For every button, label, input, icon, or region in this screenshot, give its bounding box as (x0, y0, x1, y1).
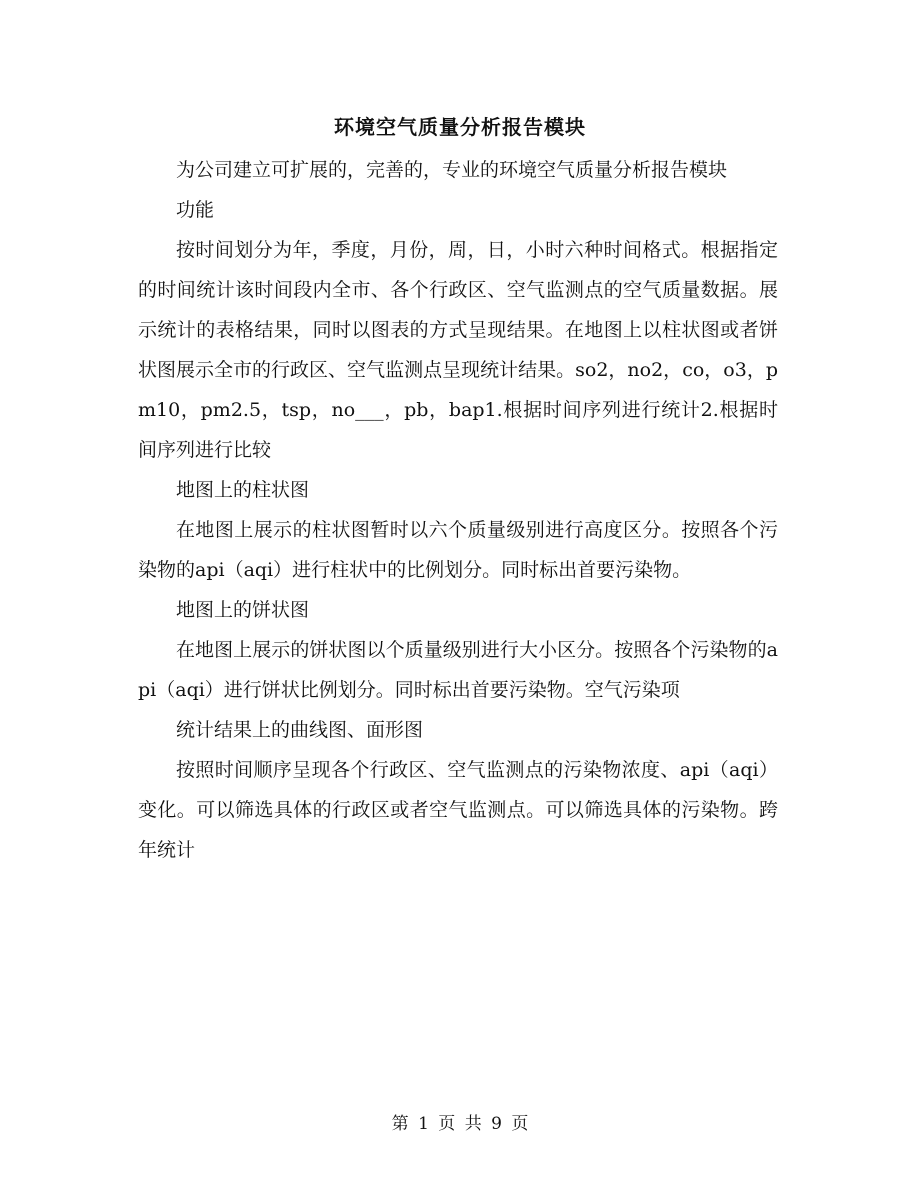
paragraph-features: 按时间划分为年，季度，月份，周，日，小时六种时间格式。根据指定的时间统计该时间段内全市、各个行政区、空气监测点的空气质量数据。展示统计的表格结果，同时以图表的方式呈现结果。在地图上以柱状图或者饼状图展示全市的行政区、空气监测点呈现统计结果。so2，no2，co，o3，pm10，pm2.5，tsp，no___，pb，bap1.根据时间序列进行统计2.根据时间序列进行比较 (138, 239, 778, 461)
paragraph-curve-area-chart: 按照时间顺序呈现各个行政区、空气监测点的污染物浓度、api（aqi）变化。可以筛选具体的行政区或者空气监测点。可以筛选具体的污染物。跨年统计 (138, 759, 778, 861)
section-heading-features: 功能 (176, 199, 215, 221)
paragraph-map-pie-chart: 在地图上展示的饼状图以个质量级别进行大小区分。按照各个污染物的api（aqi）进行饼状比例划分。同时标出首要污染物。空气污染项 (138, 639, 778, 701)
paragraph-map-bar-chart: 在地图上展示的柱状图暂时以六个质量级别进行高度区分。按照各个污染物的api（aqi）进行柱状中的比例划分。同时标出首要污染物。 (138, 519, 778, 581)
section-heading-map-pie-chart: 地图上的饼状图 (176, 599, 310, 621)
section-heading-curve-area-chart: 统计结果上的曲线图、面形图 (176, 719, 424, 741)
page-footer: 第 1 页 共 9 页 (391, 1114, 529, 1134)
section-heading-map-bar-chart: 地图上的柱状图 (176, 479, 310, 501)
document-title: 环境空气质量分析报告模块 (334, 115, 586, 139)
document-body (138, 150, 778, 870)
paragraph-intro: 为公司建立可扩展的，完善的，专业的环境空气质量分析报告模块 (176, 159, 728, 181)
